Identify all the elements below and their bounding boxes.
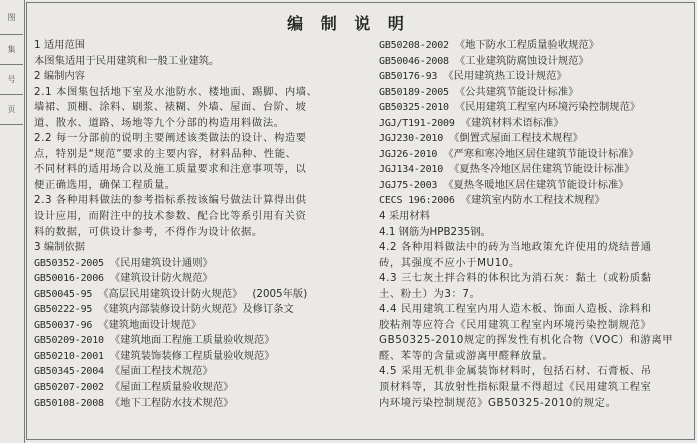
standard-item [34, 302, 366, 318]
binding-cell: 图 [0, 0, 23, 35]
standard-item [379, 54, 691, 70]
paragraph-4-2 [379, 240, 691, 271]
standard-item [34, 396, 366, 412]
standard-name: 《建筑装饰装修工程质量验收规范》 [109, 349, 275, 362]
paragraph-line: 土、粉土）为3：7。 [379, 287, 481, 300]
standard-name: 《高层民用建筑设计防火规范》 [98, 287, 243, 300]
standard-item [34, 364, 366, 380]
standard-code: GB50210-2001 [34, 350, 104, 362]
standard-code: GB50352-2005 [34, 257, 104, 269]
paragraph-2-1 [34, 85, 366, 132]
standards-list-left [34, 256, 366, 411]
standard-name: 《工业建筑防腐蚀设计规范》 [454, 54, 589, 67]
standard-item [34, 380, 366, 396]
standard-name: 《夏热冬暖地区居住建筑节能设计标准》 [443, 178, 629, 191]
standard-code: GB50345-2004 [34, 366, 104, 378]
paragraph-line: 醛、苯等的含量或游离甲醛释放量。 [379, 349, 554, 362]
standard-code: GB50037-96 [34, 319, 93, 331]
paragraph-line: GB50325-2010规定的挥发性有机化合物（VOC）和游离甲 [379, 334, 674, 347]
left-column [34, 38, 366, 411]
paragraph-line: 料的数据，可供设计参考，不得作为设计依据。 [34, 225, 263, 238]
standard-item [34, 271, 366, 287]
binding-cell: 页 [0, 94, 23, 125]
binding-cell: 号 [0, 64, 23, 95]
standard-name: 《屋面工程质量验收规范》 [109, 381, 234, 394]
standard-item [34, 318, 366, 334]
paragraph-line: 2.2 每一分部前的说明主要阐述该类做法的设计、构造要 [34, 132, 307, 145]
standard-edition: (2005年版) [252, 287, 308, 300]
standards-list-right [379, 38, 691, 209]
standard-item [34, 256, 366, 272]
standard-item [379, 116, 691, 132]
standard-name: 《严寒和寒冷地区居住建筑节能设计标准》 [443, 147, 639, 160]
section-heading: 3 编制依据 [34, 241, 86, 254]
paragraph-line: 4.3 三七灰土拌合料的体积比为消石灰：黏土（或粉质黏 [379, 272, 652, 285]
standard-code: JGJ/T191-2009 [379, 117, 455, 129]
paragraph-line: 2.1 本图集包括地下室及水池防水、楼地面、踢脚、内墙、 [34, 85, 318, 98]
paragraph-line: 设计应用，而附注中的技术参数、配合比等系引用有关资 [34, 210, 307, 223]
paragraph-line: 4.1 钢筋为HPB235钢。 [379, 225, 491, 238]
standard-name: 《建筑内部装修设计防火规范》及修订条文 [98, 303, 294, 316]
standard-code: CECS 196:2006 [379, 195, 455, 207]
standard-code: GB50045-95 [34, 288, 93, 300]
standard-item [379, 162, 691, 178]
standard-name: 《建筑室内防水工程技术规程》 [460, 194, 605, 207]
paragraph-line: 点，特别是“规范”要求的主要内容，材料品种、性能、 [34, 147, 297, 160]
binding-strip [0, 0, 25, 443]
paragraph-line: 4.5 采用无机非金属装饰材料时，包括石材、石膏板、吊 [379, 365, 652, 378]
standard-code: JGJ75-2003 [379, 179, 438, 191]
standard-item [34, 333, 366, 349]
standard-item [379, 38, 691, 54]
binding-cell: 集 [0, 34, 23, 65]
standard-name: 《地下防水工程质量验收规范》 [454, 39, 600, 51]
page-title: 编 制 说 明 [287, 14, 410, 33]
standard-name: 《建筑材料术语标准》 [460, 116, 564, 129]
standard-name: 《建筑地面设计规范》 [98, 318, 202, 331]
standard-item [379, 193, 691, 209]
standard-name: 《民用建筑设计通则》 [109, 256, 213, 269]
section-heading: 4 采用材料 [379, 210, 431, 223]
right-column [379, 38, 691, 411]
paragraph-line: 2.3 各种用料做法的参考指标系按该编号做法计算得出供 [34, 194, 307, 207]
section-heading: 2 编制内容 [34, 70, 86, 83]
standard-code: GB50046-2008 [379, 55, 449, 67]
paragraph-line: 4.4 民用建筑工程室内用人造木板、饰面人造板、涂料和 [379, 303, 652, 316]
standard-code: GB50207-2002 [34, 382, 104, 394]
paragraph-4-3 [379, 271, 691, 302]
paragraph-line: 道、散水、道路、场地等九个分部的构造用料做法。 [34, 116, 285, 129]
paragraph-line: 本图集适用于民用建筑和一般工业建筑。 [34, 54, 220, 67]
standard-item [379, 100, 691, 116]
paragraph-line: 内环境污染控制规范》GB50325-2010的规定。 [379, 396, 617, 409]
standard-code: GB50222-95 [34, 304, 93, 316]
paragraph-line: 便正确选用，确保工程质量。 [34, 178, 176, 191]
standard-name: 《建筑设计防火规范》 [109, 272, 213, 285]
standard-name: 《夏热冬冷地区居住建筑节能设计标准》 [449, 163, 635, 176]
standard-code: GB50176-93 [379, 71, 438, 83]
standard-code: GB50016-2006 [34, 273, 104, 285]
standard-code: JGJ26-2010 [379, 148, 438, 160]
standard-item [379, 131, 691, 147]
standard-code: JGJ230-2010 [379, 133, 444, 145]
standard-code: GB50108-2008 [34, 397, 104, 409]
paragraph-4-4 [379, 302, 691, 364]
section-heading: 1 适用范围 [34, 39, 86, 51]
standard-item [379, 85, 691, 101]
standard-name: 《民用建筑热工设计规范》 [443, 70, 567, 83]
standard-code: GB50189-2005 [379, 86, 449, 98]
paragraph-line: 砖，其强度不应小于MU10。 [379, 256, 520, 269]
paragraph-line: 不同材料的适用场合以及施工质量要求和注意事项等，以 [34, 163, 307, 176]
standard-item [379, 178, 691, 194]
paragraph-line: 胶粘剂等应符合《民用建筑工程室内环境污染控制规范》 [379, 318, 652, 331]
paragraph-line: 4.2 各种用料做法中的砖为当地政策允许使用的烧结普通 [379, 241, 652, 254]
standard-item [34, 287, 366, 303]
paragraph-line: 顶材料等，其放射性指标限量不得超过《民用建筑工程室 [379, 381, 652, 394]
standard-name: 《屋面工程技术规范》 [109, 365, 213, 378]
standard-code: JGJ134-2010 [379, 164, 444, 176]
standard-name: 《建筑地面工程施工质量验收规范》 [109, 334, 275, 347]
paragraph-2-2 [34, 131, 366, 193]
standard-name: 《民用建筑工程室内环境污染控制规范》 [454, 101, 641, 114]
standard-item [379, 69, 691, 85]
standard-name: 《地下工程防水技术规范》 [109, 396, 234, 409]
paragraph-line: 墙裙、顶棚、涂料、刷浆、裱糊、外墙、屋面、台阶、坡 [34, 101, 307, 114]
standard-name: 《公共建筑节能设计标准》 [454, 85, 579, 98]
standard-name: 《倒置式屋面工程技术规程》 [449, 132, 583, 145]
paragraph-4-5 [379, 364, 691, 411]
standard-code: GB50208-2002 [379, 40, 449, 51]
paragraph-2-3 [34, 193, 366, 240]
standard-item [34, 349, 366, 365]
standard-code: GB50209-2010 [34, 335, 104, 347]
standard-item [379, 147, 691, 163]
standard-code: GB50325-2010 [379, 102, 449, 114]
